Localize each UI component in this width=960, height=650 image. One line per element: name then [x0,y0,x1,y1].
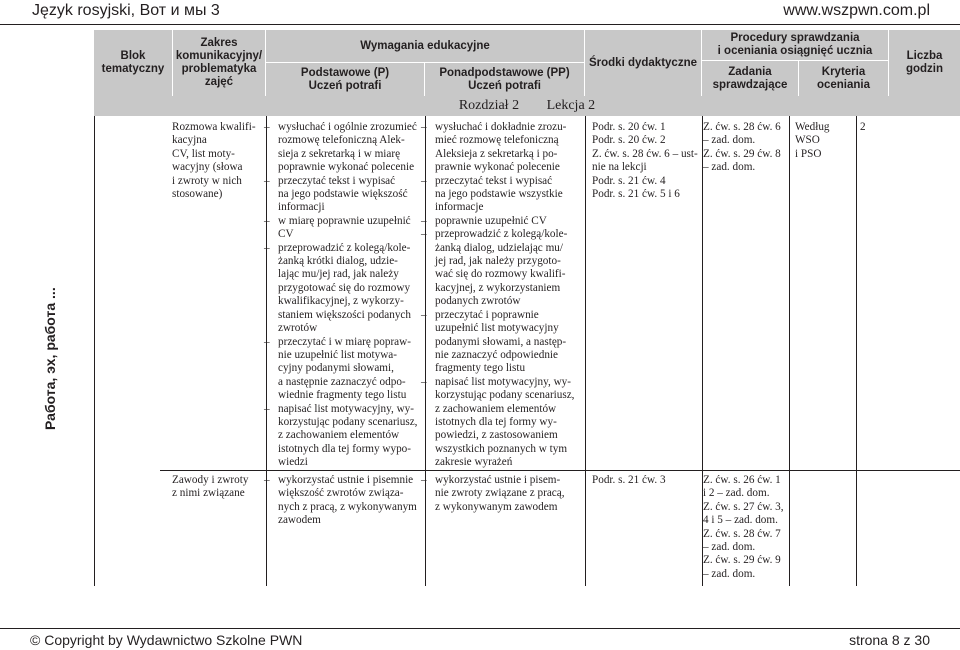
list-item: – przeprowadzić z kolegą/kole- żanką dialog, udzielając mu/ jej rad, jak należy przygoto- wać się do rozmowy kwalifi- kacyjnej, z wykorzystaniem podanych zwrotów [421,228,585,308]
list-item: – w miarę poprawnie uzupełnić CV [264,215,424,242]
list-item: – wysłuchać i dokładnie zrozu- mieć rozmowę telefoniczną Aleksieja z sekretarką i po- prawnie wykonać polecenie [421,121,585,175]
lesson-label: Lekcja 2 [546,98,596,113]
column-divider [856,116,857,586]
list-item: – wykorzystać ustnie i pisemnie większość zwrotów związa- nych z pracą, z wykonywanym zawodem [264,474,424,528]
row2-srodki: Podr. s. 21 ćw. 3 [592,474,666,486]
page-footer [0,630,960,650]
list-item: – napisać list motywacyjny, wy- korzystując podany scenariusz, z zachowaniem elementów istotnych dla tej formy wypo- wiedzi [264,403,424,470]
header-wymagania: Wymagania edukacyjne [360,39,490,52]
column-divider [585,116,586,586]
footer-divider [0,628,960,629]
top-divider [0,24,960,25]
blok-tematyczny-label: Работа, эх, работа ... [42,287,58,430]
row-divider [160,470,960,471]
list-item: – przeprowadzić z kolegą/kole- żanką krótki dialog, udzie- lając mu/jej rad, jak należy przygotować się do rozmowy kwalifikacyjnej, z wykorzy- staniem większości podanych zwrotów [264,242,424,336]
list-item: – przeczytać tekst i wypisać na jego podstawie większość informacji [264,175,424,215]
chapter-banner [94,96,960,116]
row1-ponadpodstawowe-list [421,121,585,470]
list-item: – przeczytać i poprawnie uzupełnić list motywacyjny podanymi słowami, a następ- nie zaznaczyć odpowiednie fragmenty tego listu [421,309,585,376]
header-ponadpodstawowe: Ponadpodstawowe (PP) Uczeń potrafi [439,66,570,92]
column-divider [789,116,790,586]
header-liczba: Liczba godzin [905,50,944,75]
row1-zakres: Rozmowa kwalifi- kacyjna CV, list moty- wacyjny (słowa i zwroty w nich stosowane) [172,121,256,201]
row1-podstawowe-list [264,121,424,470]
row1-zadania: Z. ćw. s. 28 ćw. 6 – zad. dom. Z. ćw. s. 29 ćw. 8 – zad. dom. [703,121,781,174]
row1-srodki: Podr. s. 20 ćw. 1 Podr. s. 20 ćw. 2 Z. ćw. s. 28 ćw. 6 – ust- nie na lekcji Podr. s. 21 ćw. 4 Podr. s. 21 ćw. 5 i 6 [592,121,698,201]
list-item: – poprawnie uzupełnić CV [421,215,585,228]
header-kryteria: Kryteria oceniania [816,65,871,91]
header-procedury: Procedury sprawdzania i oceniania osiągnięć ucznia [717,32,873,57]
list-item: – wysłuchać i ogólnie zrozumieć rozmowę telefoniczną Alek- sieja z sekretarką i w miarę poprawnie wykonać polecenie [264,121,424,175]
header-zadania: Zadania sprawdzające [712,65,788,91]
header-blok: Blok tematyczny [101,50,165,75]
blok-tematyczny-vertical [40,168,100,478]
row2-zakres: Zawody i zwroty z nimi związane [172,474,249,500]
copyright-notice: © Copyright by Wydawnictwo Szkolne PWN [30,632,303,648]
page-number: strona 8 z 30 [849,632,930,648]
header-srodki: Środki dydaktyczne [588,56,697,69]
row2-ponadpodstawowe-list [421,474,585,514]
publisher-url[interactable]: www.wszpwn.com.pl [783,2,930,19]
list-item: – wykorzystać ustnie i pisem- nie zwroty związane z pracą, z wykonywanym zawodem [421,474,585,514]
table-header [94,30,960,96]
row1-liczba: 2 [860,121,866,133]
row2-podstawowe-list [264,474,424,528]
chapter-label: Rozdział 2 [458,98,520,113]
list-item: – przeczytać tekst i wypisać na jego podstawie wszystkie informacje [421,175,585,215]
header-podstawowe: Podstawowe (P) Uczeń potrafi [300,66,390,92]
document-title: Język rosyjski, Вот и мы 3 [32,2,220,19]
header-zakres: Zakres komunikacyjny/ problematyka zajęć [175,37,263,88]
list-item: – napisać list motywacyjny, wy- korzystując podany scenariusz, z zachowaniem elementów istotnych dla tej formy wy- powiedzi, z zastosowaniem wszystkich poznanych w tym zakresie wyrażeń [421,376,585,470]
row2-zadania: Z. ćw. s. 26 ćw. 1 i 2 – zad. dom. Z. ćw. s. 27 ćw. 3, 4 i 5 – zad. dom. Z. ćw. s. 28 ćw. 7 – zad. dom. Z. ćw. s. 29 ćw. 9 – zad. dom. [703,474,784,580]
row1-kryteria: Według WSO i PSO [795,121,830,160]
list-item: – przeczytać i w miarę popraw- nie uzupełnić list motywa- cyjny podanymi słowami, a następnie zaznaczyć odpo- wiednie fragmenty tego listu [264,336,424,403]
